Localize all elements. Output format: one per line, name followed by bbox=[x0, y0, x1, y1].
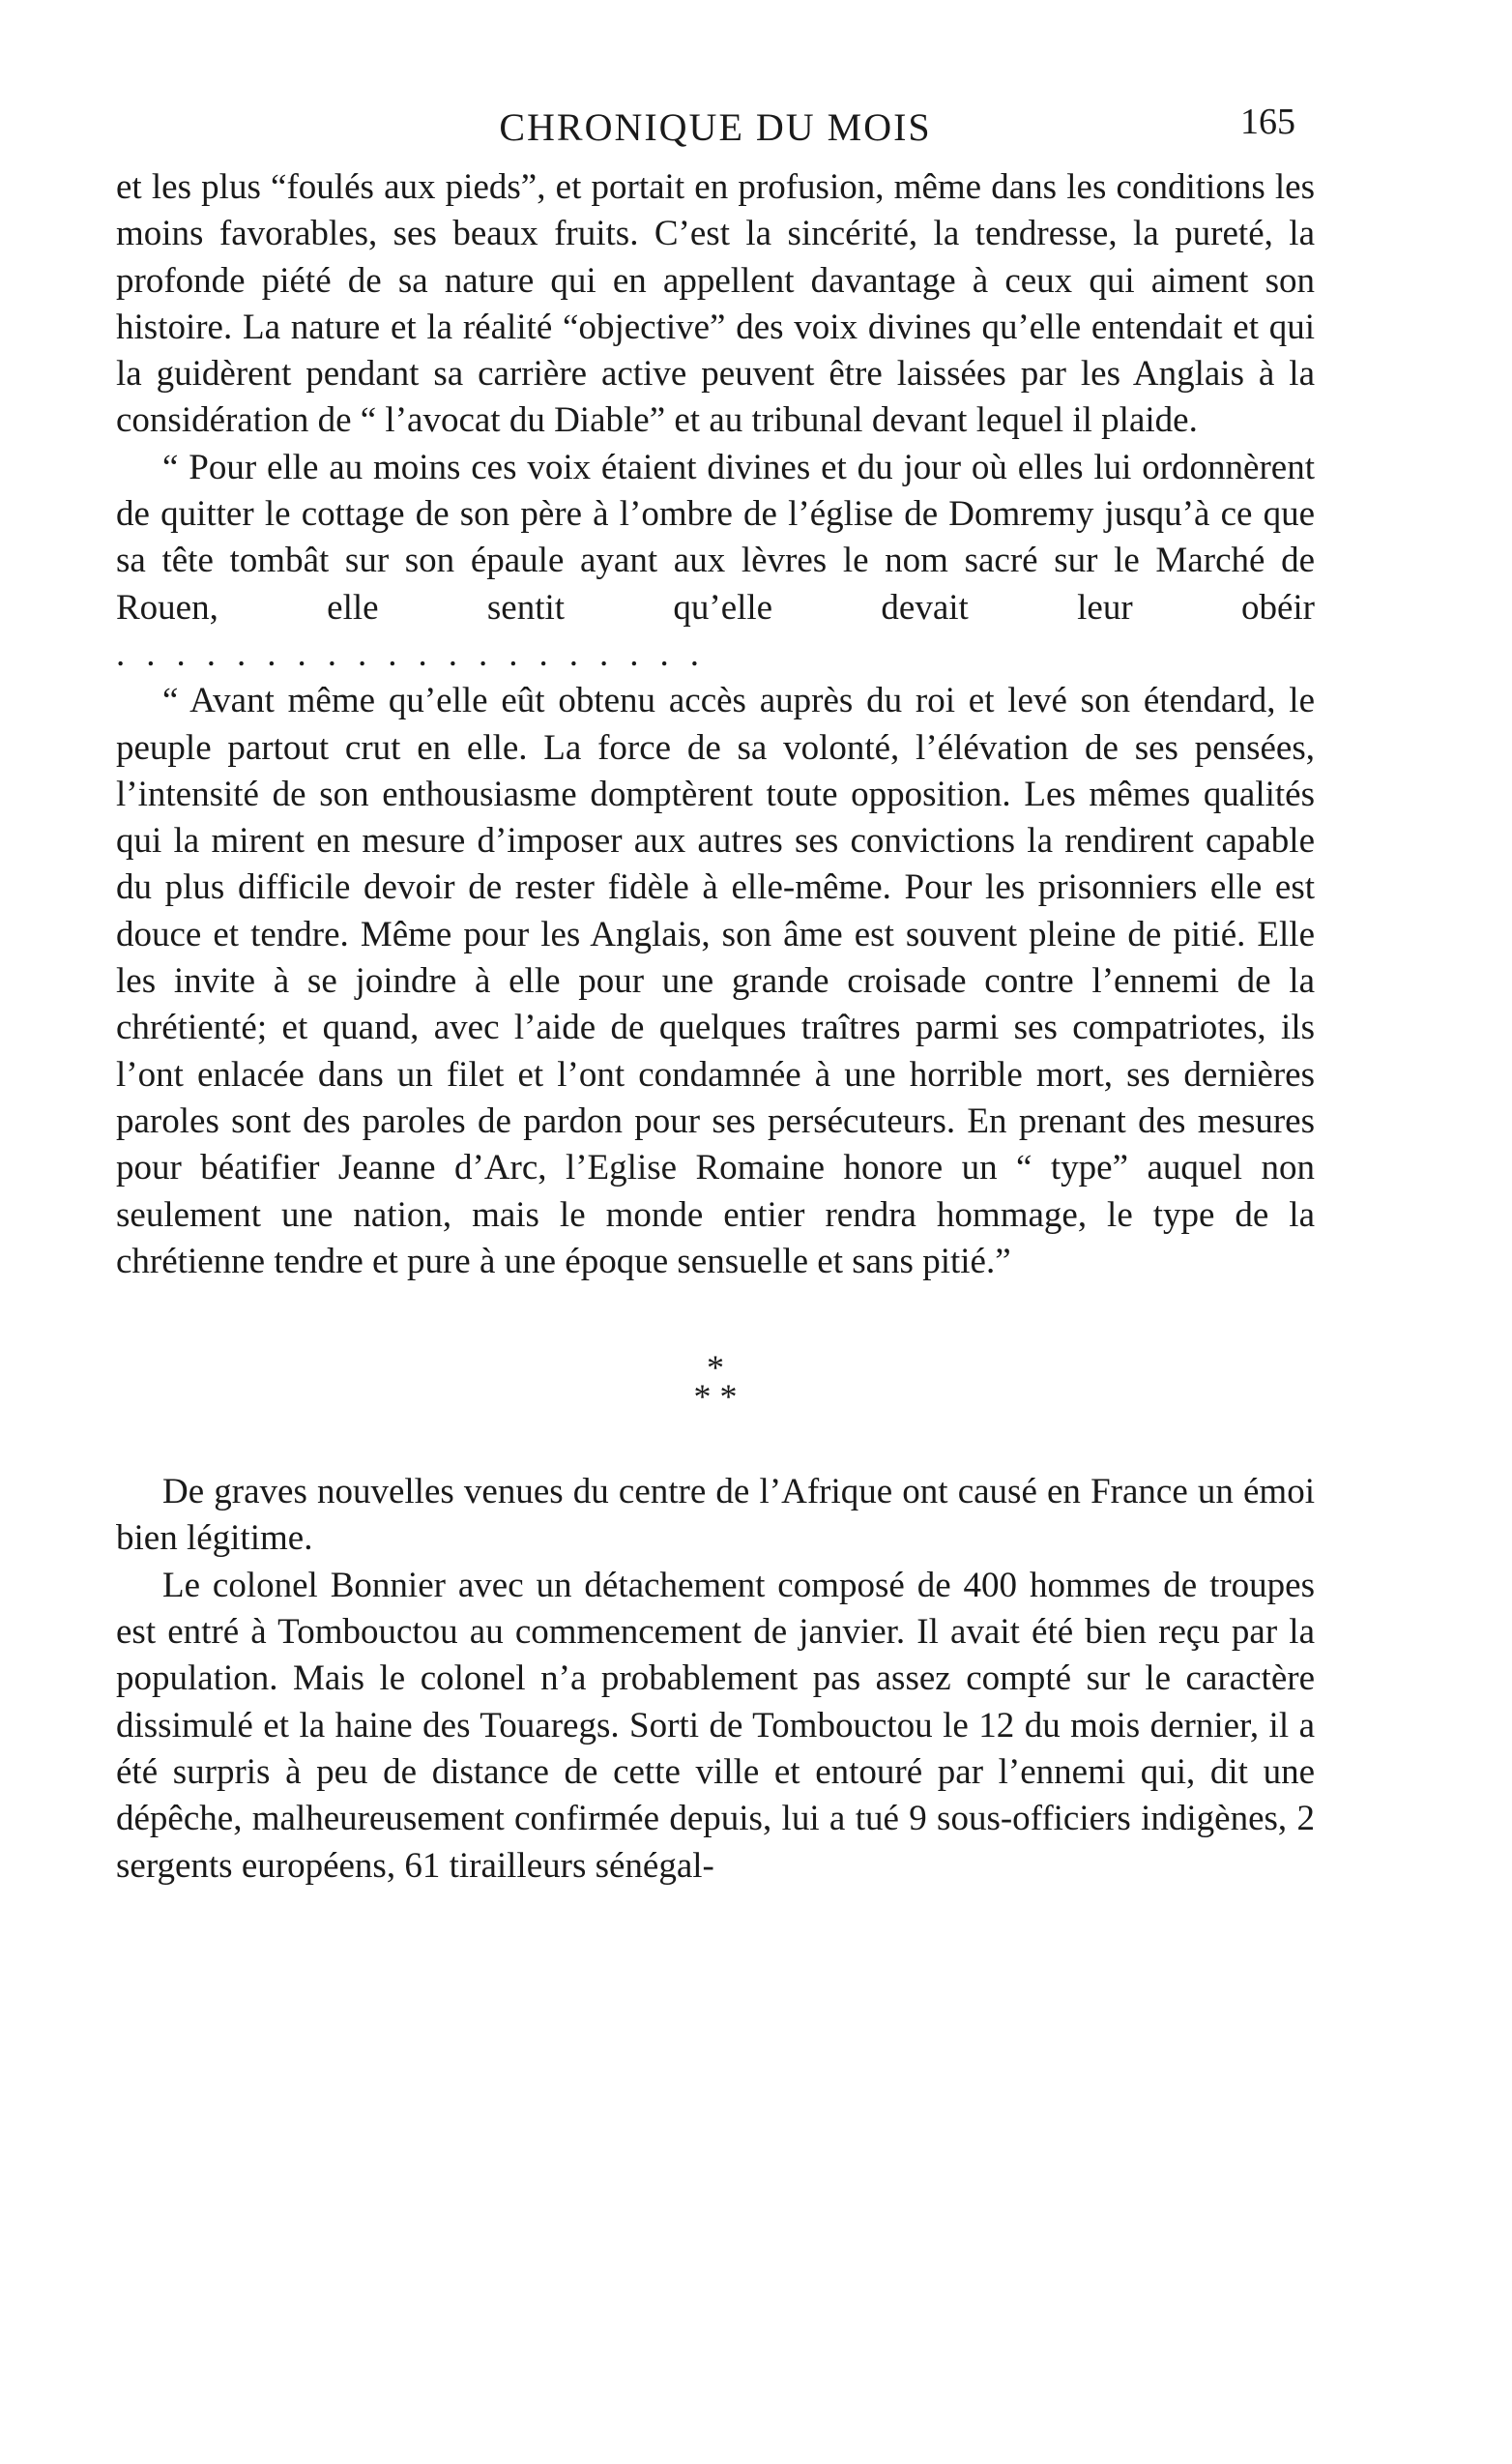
separator-asterisk-top: * bbox=[707, 1348, 724, 1388]
body-text bbox=[116, 164, 1315, 1890]
ellipsis-dots: .................... bbox=[116, 633, 720, 674]
paragraph-1: et les plus “foulés aux pieds”, et portait en profusion, même dans les conditions les moins favorables, ses beaux fruits. C’est la sincérité, la tendresse, la pureté, la profonde piété de sa nature qui en appellent davantage à ceux qui aiment son histoire. La nature et la réalité “objective” des voix divines qu’elle entendait et qui la guidèrent pendant sa carrière active peuvent être laissées par les Anglais à la considération de “ l’avocat du Diable” et au tribunal devant lequel il plaide. bbox=[116, 167, 1315, 441]
separator-asterisks-bottom: * * bbox=[693, 1377, 738, 1417]
section-separator bbox=[116, 1348, 1315, 1417]
paragraph-2-text: “ Pour elle au moins ces voix étaient divines et du jour où elles lui ordonnèrent de quitter le cottage de son père à l’ombre de l’église de Domremy jusqu’à ce que sa tête tombât sur son épaule ayant aux lèvres le nom sacré sur le Marché de Rouen, elle sentit qu’elle devait leur obéir bbox=[116, 447, 1315, 628]
page-header bbox=[116, 104, 1315, 153]
paragraph-5: Le colonel Bonnier avec un détachement composé de 400 hommes de troupes est entré à Tombouctou au commencement de janvier. Il avait été bien reçu par la population. Mais le colonel n’a probablement pas assez compté sur le caractère dissimulé et la haine des Touaregs. Sorti de Tombouctou le 12 du mois dernier, il a été surpris à peu de distance de cette ville et entouré par l’ennemi qui, dit une dépêche, malheureusement confirmée depuis, lui a tué 9 sous-officiers indigènes, 2 sergents européens, 61 tirailleurs sénégal- bbox=[116, 1565, 1315, 1886]
paragraph-3: “ Avant même qu’elle eût obtenu accès auprès du roi et levé son étendard, le peuple partout crut en elle. La force de sa volonté, l’élévation de ses pensées, l’intensité de son enthousiasme domptèrent toute opposition. Les mêmes qualités qui la mirent en mesure d’imposer aux autres ses convictions la rendirent capable du plus difficile devoir de rester fidèle à elle-même. Pour les prisonniers elle est douce et tendre. Même pour les Anglais, son âme est souvent pleine de pitié. Elle les invite à se joindre à elle pour une grande croisade contre l’ennemi de la chrétienté; et quand, avec l’aide de quelques traîtres parmi ses compatriotes, ils l’ont enlacée dans un filet et l’ont condamnée à une horrible mort, ses dernières paroles sont des paroles de pardon pour ses persécuteurs. En prenant des mesures pour béatifier Jeanne d’Arc, l’Eglise Romaine honore un “ type” auquel non seulement une nation, mais le monde entier rendra hommage, le type de la chrétienne tendre et pure à une époque sensuelle et sans pitié.” bbox=[116, 681, 1315, 1281]
page-number: 165 bbox=[1240, 102, 1295, 142]
paragraph-2 bbox=[116, 445, 1315, 678]
paragraph-4: De graves nouvelles venues du centre de l’Afrique ont causé en France un émoi bien légitime. bbox=[116, 1472, 1315, 1559]
running-title: CHRONIQUE DU MOIS bbox=[499, 105, 932, 149]
